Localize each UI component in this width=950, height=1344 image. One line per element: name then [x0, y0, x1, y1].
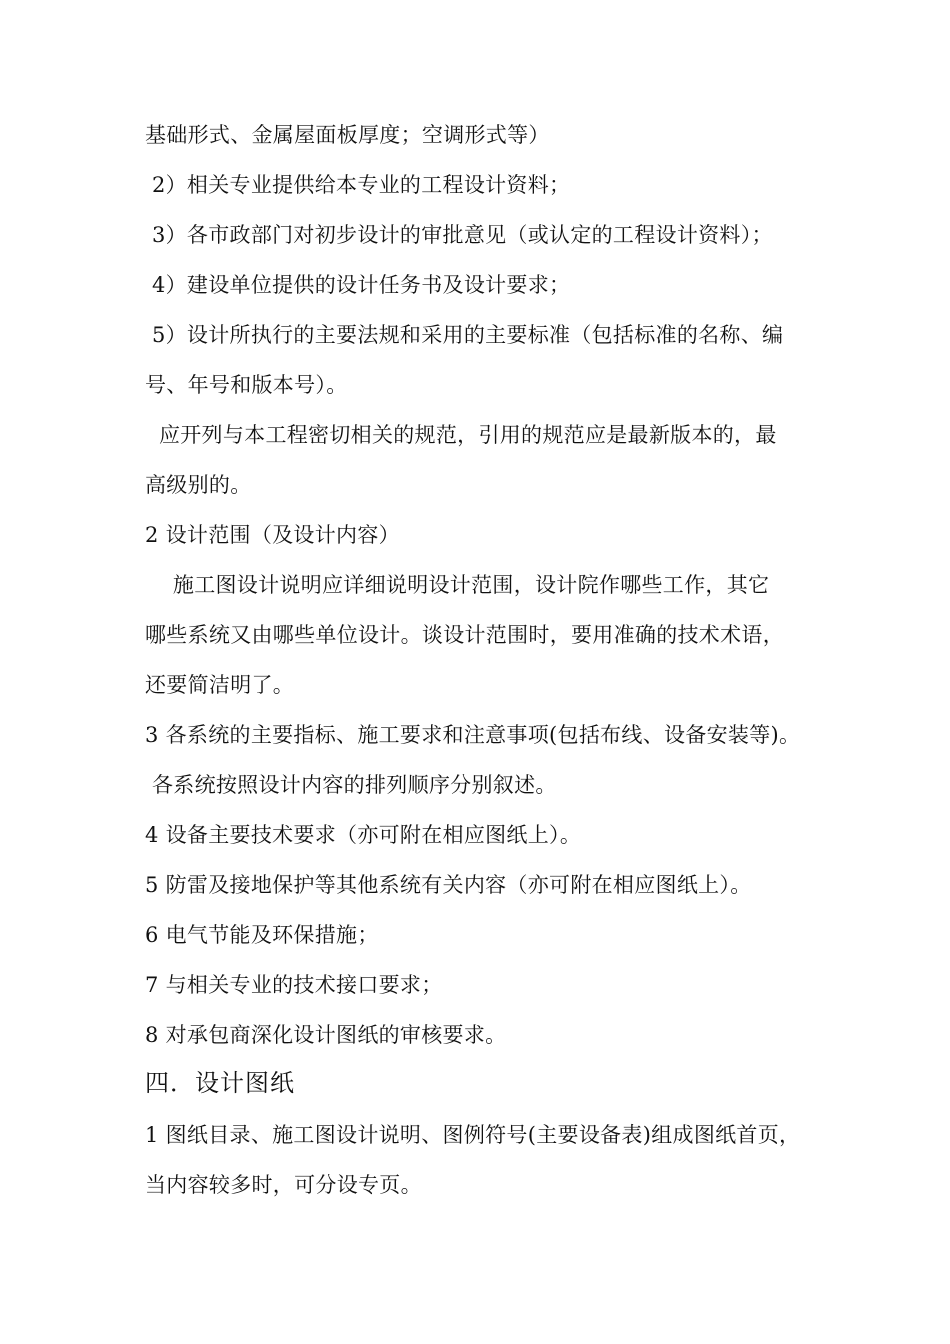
text-line: 当内容较多时，可分设专页。: [145, 1173, 422, 1197]
text-line: 5）设计所执行的主要法规和采用的主要标准（包括标准的名称、编: [145, 323, 784, 347]
text-line: 号、年号和版本号）。: [145, 373, 348, 397]
text-line: 2）相关专业提供给本专业的工程设计资料；: [145, 173, 571, 197]
text-line: 4）建设单位提供的设计任务书及设计要求；: [145, 273, 571, 297]
text-line: 应开列与本工程密切相关的规范，引用的规范应是最新版本的，最: [145, 423, 777, 447]
text-line: 4 设备主要技术要求（亦可附在相应图纸上）。: [145, 823, 582, 847]
text-line: 3）各市政部门对初步设计的审批意见（或认定的工程设计资料）；: [145, 223, 773, 247]
text-line: 哪些系统又由哪些单位设计。谈设计范围时，要用准确的技术术语，: [145, 623, 784, 647]
text-line: 高级别的。: [145, 473, 252, 497]
text-line: 施工图设计说明应详细说明设计范围，设计院作哪些工作，其它: [145, 573, 770, 597]
text-line: 各系统按照设计内容的排列顺序分别叙述。: [145, 773, 557, 797]
section-heading: 四．设计图纸: [145, 1069, 295, 1097]
text-line: 1 图纸目录、施工图设计说明、图例符号(主要设备表)组成图纸首页，: [145, 1123, 801, 1147]
text-line: 基础形式、金属屋面板厚度；空调形式等）: [145, 123, 550, 147]
subsection-title: 2 设计范围（及设计内容）: [145, 523, 400, 547]
text-line: 6 电气节能及环保措施；: [145, 923, 379, 947]
text-line: 8 对承包商深化设计图纸的审核要求。: [145, 1023, 507, 1047]
text-line: 7 与相关专业的技术接口要求；: [145, 973, 443, 997]
text-line: 5 防雷及接地保护等其他系统有关内容（亦可附在相应图纸上）。: [145, 873, 752, 897]
text-line: 3 各系统的主要指标、施工要求和注意事项(包括布线、设备安装等)。: [145, 723, 801, 747]
text-line: 还要简洁明了。: [145, 673, 295, 697]
